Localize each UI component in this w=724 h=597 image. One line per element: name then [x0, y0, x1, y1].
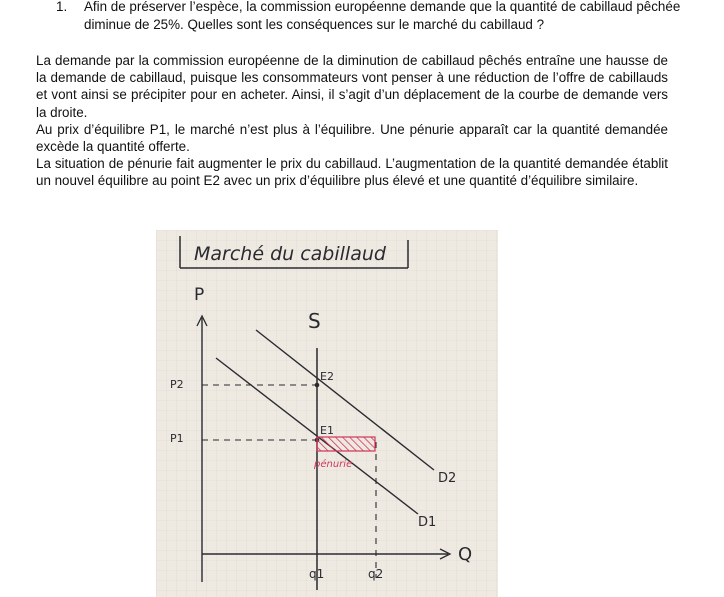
- paragraph-demand-shift: La demande par la commission européenne de la diminution de cabillaud pêchés entraîne une hausse de la demande de cabillaud, puisque les consommateurs vont penser à une réduction de l’offre de cabillauds et vont ainsi se précipiter pour en acheter. Ainsi, il s’agit d’un déplacement de la courbe de demande vers la droite.: [36, 53, 668, 120]
- demand-label-d1: D1: [418, 515, 437, 530]
- point-label-e2: E2: [320, 370, 334, 383]
- quantity-label-q1: q1: [309, 567, 325, 581]
- shortage-area: [317, 437, 375, 451]
- question-number: 1.: [56, 0, 68, 14]
- price-label-p2: P2: [170, 378, 184, 391]
- answer-text: [36, 52, 668, 190]
- graph-title: Marché du cabillaud: [194, 243, 386, 265]
- graph-sketch: [156, 230, 498, 597]
- paragraph-shortage: Au prix d’équilibre P1, le marché n’est plus à l’équilibre. Une pénurie apparaît car la quantité demandée excède la quantité offerte.: [36, 121, 668, 155]
- demand-label-d2: D2: [438, 471, 457, 486]
- x-axis-label: Q: [458, 544, 473, 565]
- grid-lines: [156, 230, 498, 597]
- point-label-e1: E1: [320, 424, 334, 437]
- question-text: Afin de préserver l’espèce, la commission européenne demande que la quantité de cabillaud pêchée diminue de 25%. Quelles sont les conséquences sur le marché du cabillaud ?: [84, 0, 681, 32]
- supply-label: S: [308, 309, 321, 333]
- point-e2: [315, 383, 320, 388]
- price-label-p1: P1: [170, 432, 184, 445]
- shortage-label: pénurie: [314, 459, 353, 470]
- paragraph-new-equilibrium: La situation de pénurie fait augmenter le prix du cabillaud. L’augmentation de la quantité demandée établit un nouvel équilibre au point E2 avec un prix d’équilibre plus élevé et une quantité d’équilibre similaire.: [36, 156, 668, 189]
- y-axis-label: P: [194, 285, 205, 305]
- question: [56, 0, 686, 33]
- quantity-label-q2: q2: [368, 567, 384, 581]
- handwritten-graph-photo: [156, 230, 498, 597]
